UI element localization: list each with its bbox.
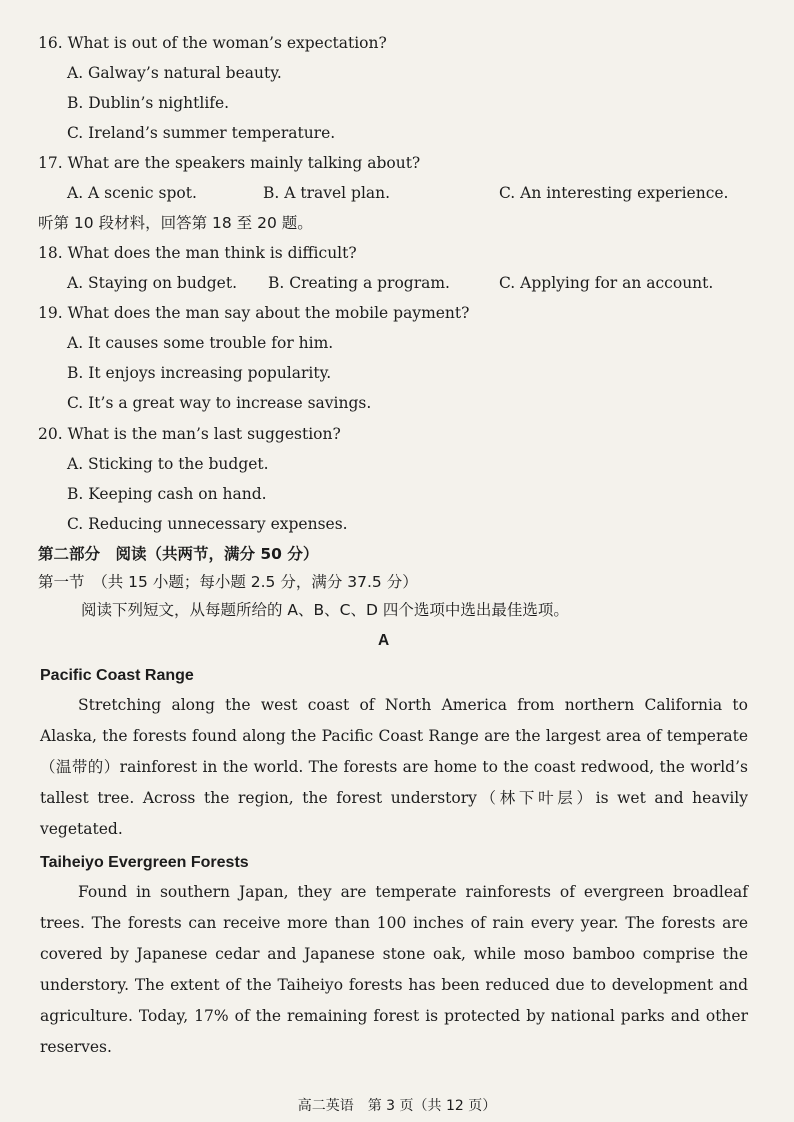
pacific-coast-paragraph: Stretching along the west coast of North America from northern California to Alaska, the forests found along the Pacific Coast Range are the largest area of temperate（温带的）rainforest in the world. The forests are home to the coast redwood, the world’s tallest tree. Across the region, the forest understory（林下叶层）is wet and heavily vegetated. xyxy=(40,696,748,838)
question-17-options xyxy=(67,183,727,203)
passage-label: A xyxy=(378,632,390,649)
taiheiyo-paragraph: Found in southern Japan, they are temperate rainforests of evergreen broadleaf trees. The forests can receive more than 100 inches of rain every year. The forests are covered by Japanese cedar and Japanese stone oak, while moso bamboo comprise the understory. The extent of the Taiheiyo forests has been reduced due to development and agriculture. Today, 17% of the remaining forest is protected by national parks and other reserves. xyxy=(40,883,748,1056)
question-18-options xyxy=(67,273,727,293)
question-17-stem: 17. What are the speakers mainly talking about? xyxy=(38,154,421,172)
question-19-option-c: C. It’s a great way to increase savings. xyxy=(67,394,372,412)
question-18-option-b: B. Creating a program. xyxy=(268,274,450,292)
listening-instruction: 听第 10 段材料，回答第 18 至 20 题。 xyxy=(38,214,313,232)
page-footer: 高二英语 第 3 页（共 12 页） xyxy=(297,1098,497,1114)
taiheiyo-title: Taiheiyo Evergreen Forests xyxy=(40,854,249,871)
question-19-option-a: A. It causes some trouble for him. xyxy=(67,334,334,352)
section-one-heading: 第一节 （共 15 小题；每小题 2.5 分，满分 37.5 分） xyxy=(38,573,418,591)
question-16-option-b: B. Dublin’s nightlife. xyxy=(67,94,230,112)
question-16-stem: 16. What is out of the woman’s expectation? xyxy=(38,34,387,52)
question-18-stem: 18. What does the man think is difficult? xyxy=(38,244,357,262)
question-20-option-c: C. Reducing unnecessary expenses. xyxy=(67,515,348,533)
question-19-option-b: B. It enjoys increasing popularity. xyxy=(67,364,332,382)
question-20-option-a: A. Sticking to the budget. xyxy=(67,455,269,473)
question-19-stem: 19. What does the man say about the mobile payment? xyxy=(38,304,470,322)
part-two-heading: 第二部分 阅读（共两节，满分 50 分） xyxy=(38,545,319,563)
question-20-stem: 20. What is the man’s last suggestion? xyxy=(38,425,341,443)
reading-instruction: 阅读下列短文，从每题所给的 A、B、C、D 四个选项中选出最佳选项。 xyxy=(81,601,569,619)
question-16-option-a: A. Galway’s natural beauty. xyxy=(67,64,282,82)
question-16-option-c: C. Ireland’s summer temperature. xyxy=(67,124,336,142)
pacific-coast-title: Pacific Coast Range xyxy=(40,667,194,684)
question-18-option-c: C. Applying for an account. xyxy=(499,274,714,292)
question-17-option-c: C. An interesting experience. xyxy=(499,184,729,202)
question-20-option-b: B. Keeping cash on hand. xyxy=(67,485,267,503)
question-17-option-a: A. A scenic spot. xyxy=(67,184,197,202)
question-17-option-b: B. A travel plan. xyxy=(263,184,391,202)
question-18-option-a: A. Staying on budget. xyxy=(67,274,238,292)
